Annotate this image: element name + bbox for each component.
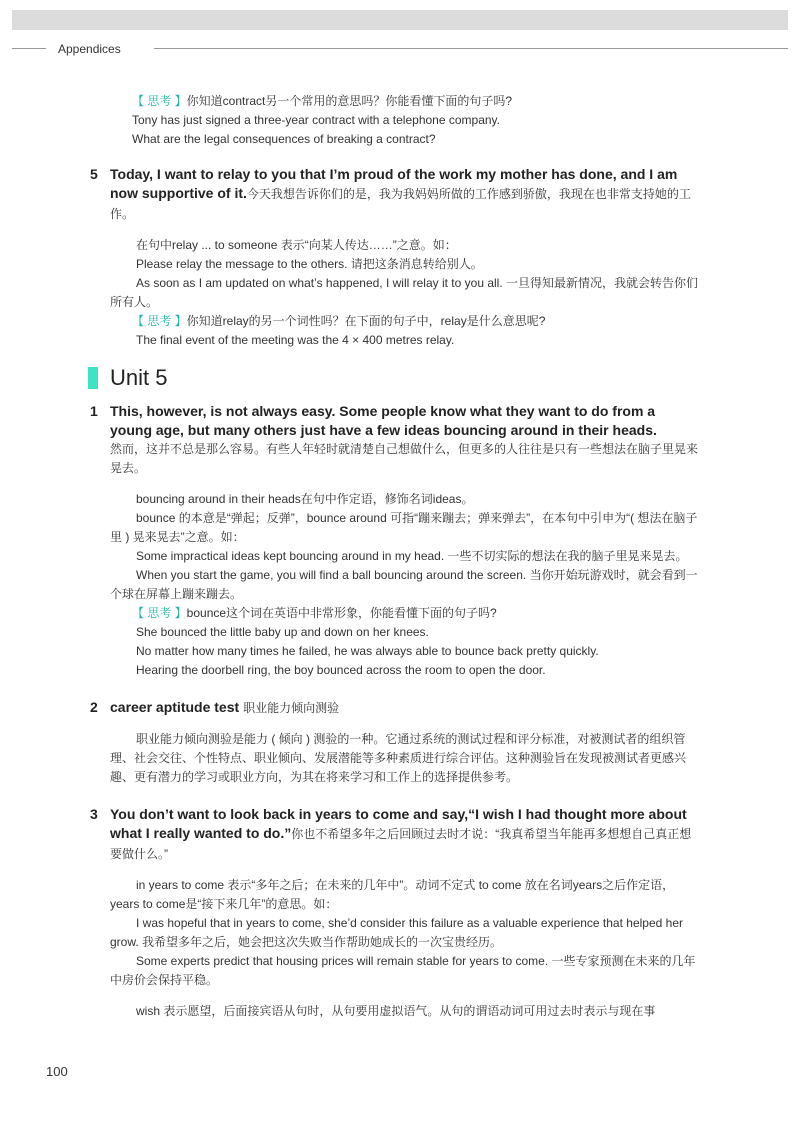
note-item-u1 [90,402,700,680]
item-heading [110,698,700,718]
think-text: bounce这个词在英语中非常形象，你能看懂下面的句子吗? [186,606,497,620]
explanation: in years to come 表示“多年之后；在未来的几年中”。动词不定式 to come 放在名词years之后作定语，years to come是“接下来几年”的意思。如： [110,878,675,911]
think-tag: 【 思考 】 [132,314,187,328]
think-note [110,312,700,331]
page-number: 100 [46,1064,68,1079]
think-note [110,92,700,111]
example-sentence: She bounced the little baby up and down on her knees. [136,625,429,639]
note-item-u2 [90,698,700,787]
heading-english: You don’t want to look back in years to come and say,“I wish I had thought more about what I really wanted to do.” [110,806,687,841]
example-sentence: The final event of the meeting was the 4 × 400 metres relay. [136,333,455,347]
heading-english: career aptitude test [110,699,240,715]
example-sentence: Hearing the doorbell ring, the boy bounced across the room to open the door. [136,663,546,677]
explanation: bouncing around in their heads在句中作定语，修饰名词ideas。 [136,492,474,506]
example-sentence: As soon as I am updated on what’s happened, I will relay it to you all. 一旦得知最新情况，我就会转告你们所有人。 [110,276,698,309]
example-sentence: What are the legal consequences of breaking a contract? [132,132,436,146]
example-sentence: When you start the game, you will find a ball bouncing around the screen. 当你开始玩游戏时，就会看到一个球在屏幕上蹦来蹦去。 [110,568,698,601]
heading-chinese: 你也不希望多年之后回顾过去时才说：“我真希望当年能再多想想自己真正想要做什么。” [110,827,692,861]
page-content [90,92,700,1021]
item-heading [110,165,700,224]
unit-heading [110,364,700,394]
heading-chinese: 然而，这并不总是那么容易。有些人年轻时就清楚自己想做什么，但更多的人往往是只有一些想法在脑子里晃来晃去。 [110,442,699,475]
item-number: 3 [90,806,98,822]
unit-title: Unit 5 [110,365,168,390]
example-sentence: No matter how many times he failed, he was always able to bounce back pretty quickly. [136,644,599,658]
item-number: 1 [90,403,98,419]
example-sentence: Some impractical ideas kept bouncing around in my head. 一些不切实际的想法在我的脑子里晃来晃去。 [136,549,688,563]
example-sentence: Some experts predict that housing prices will remain stable for years to come. 一些专家预测在未来的几年中房价会保持平稳。 [110,954,696,987]
heading-chinese: 今天我想告诉你们的是，我为我妈妈所做的工作感到骄傲，我现在也非常支持她的工作。 [110,187,691,221]
example-sentence: I was hopeful that in years to come, she’d consider this failure as a valuable experience that helped her grow. 我希望多年之后，她会把这次失败当作帮助她成长的一次宝贵经历。 [110,916,683,949]
heading-chinese: 职业能力倾向测验 [243,701,340,715]
block-contract [110,92,700,149]
example-sentence: Please relay the message to the others. 请把这条消息转给别人。 [136,257,483,271]
note-item-u3 [90,805,700,1021]
example-sentence: Tony has just signed a three-year contract with a telephone company. [132,113,500,127]
item-number: 5 [90,166,98,182]
item-heading [110,402,700,440]
note-item-5 [90,165,700,350]
explanation: 在句中relay ... to someone 表示“向某人传达……”之意。如： [136,238,457,252]
think-text: 你知道relay的另一个词性吗？在下面的句子中，relay是什么意思呢? [186,314,546,328]
think-note [110,604,700,623]
item-heading [110,805,700,864]
top-bar [12,10,788,30]
think-tag: 【 思考 】 [132,606,187,620]
item-number: 2 [90,699,98,715]
unit-marker [88,367,98,389]
heading-english: This, however, is not always easy. Some people know what they want to do from a young age, but many others just have a few ideas bouncing around in their heads. [110,403,657,438]
think-text: 你知道contract另一个常用的意思吗？你能看懂下面的句子吗? [186,94,513,108]
explanation: wish 表示愿望，后面接宾语从句时，从句要用虚拟语气。从句的谓语动词可用过去时表示与现在事 [136,1004,656,1018]
think-tag: 【 思考 】 [132,94,187,108]
explanation: 职业能力倾向测验是能力 ( 倾向 ) 测验的一种。它通过系统的测试过程和评分标准，对被测试者的组织管理、社会交往、个性特点、职业倾向、发展潜能等多种素质进行综合评估。这种测验旨在发现被测试者更感兴趣、更有潜力的学习或职业方向，为其在将来学习和工作上的选择提供参考。 [110,732,687,784]
explanation: bounce 的本意是“弹起；反弹”，bounce around 可指“蹦来蹦去；弹来弹去”，在本句中引申为“( 想法在脑子里 ) 晃来晃去”之意。如： [110,511,698,544]
heading-english: Today, I want to relay to you that I’m proud of the work my mother has done, and I am now supportive of it. [110,166,678,201]
running-head: Appendices [58,42,121,56]
